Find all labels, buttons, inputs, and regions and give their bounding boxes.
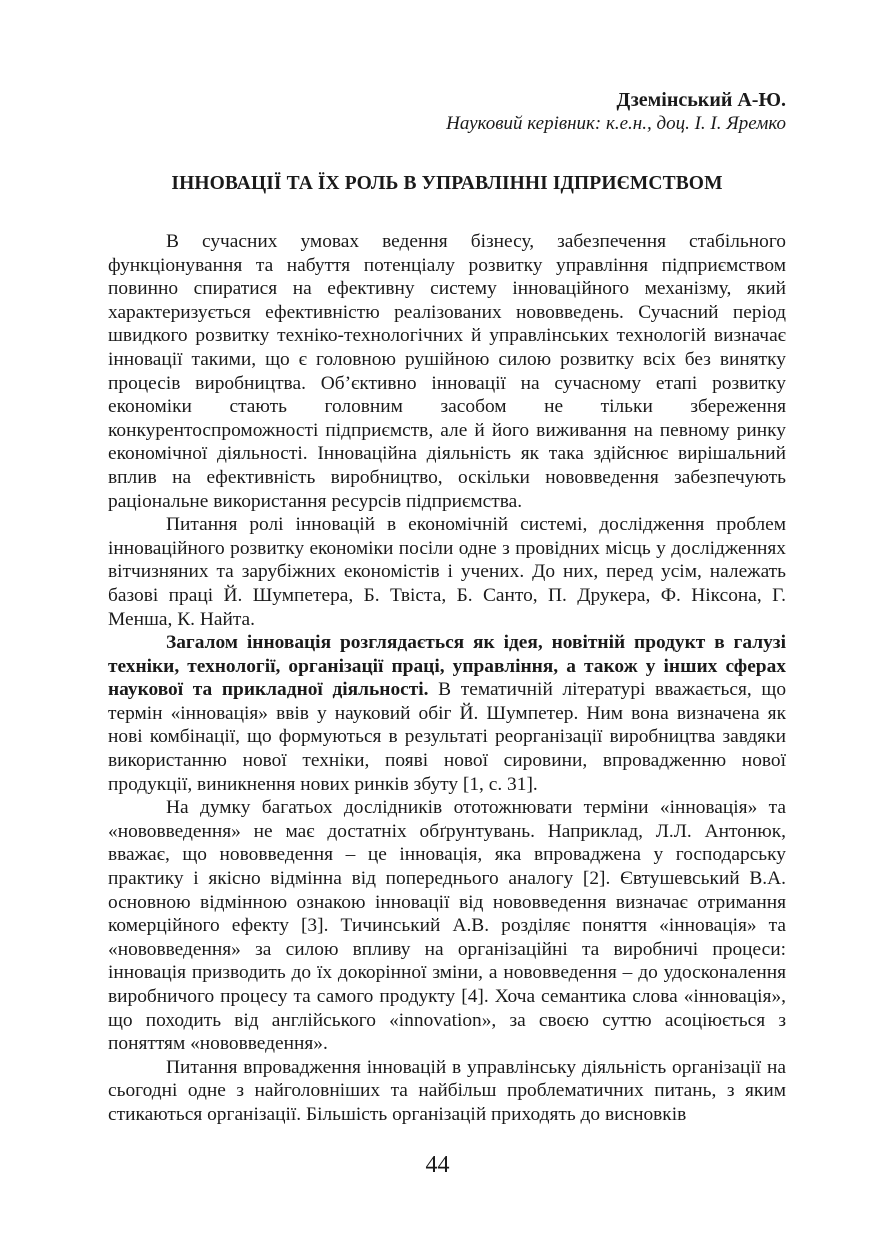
article-title: ІННОВАЦІЇ ТА ЇХ РОЛЬ В УПРАВЛІННІ ІДПРИЄМСТВОМ bbox=[171, 173, 723, 194]
page-number: 44 bbox=[425, 1152, 450, 1178]
paragraph-1: В сучасних умовах ведення бізнесу, забезпечення стабільного функціонування та набуття потенціалу розвитку управління підприємством повинно спиратися на ефективну систему інноваційного механізму, який характеризується ефективністю реалізованих нововведень. Сучасний період швидкого розвитку техніко-технологічних й управлінських технологій визначає інновації такими, що є головною рушійною силою розвитку всіх без винятку процесів виробництва. Об’єктивно інновації на сучасному етапі розвитку економіки стають головним засобом не тільки збереження конкурентоспроможності підприємств, але й його виживання на певному ринку економічної діяльності. Інноваційна діяльність як така здійснює вирішальний вплив на ефективність виробництво, оскільки нововведення забезпечують раціональне використання ресурсів підприємства. bbox=[108, 231, 786, 512]
paragraph-3-bold-definition: Загалом інновація розглядається як ідея, новітній продукт в галузі техніки, технології, організації праці, управління, а також у інших сферах наукової та прикладної діяльності. bbox=[108, 632, 786, 701]
paragraph-3-text: В тематичній літературі вважається, що термін «інновація» ввів у науковий обіг Й. Шумпетер. Ним вона визначена як нові комбінації, що формуються в результаті реорганізації виробництва завдяки використанню нової техніки, появі нової сировини, впровадженню нової продукції, виникнення нових ринків збуту [1, с. 31]. bbox=[108, 679, 787, 795]
paragraph-3 bbox=[108, 631, 786, 796]
paragraph-2: Питання ролі інновацій в економічній системі, дослідження проблем інноваційного розвитку економіки посіли одне з провідних місць у дослідженнях вітчизняних та зарубіжних економістів і учених. До них, перед усім, належать базові праці Й. Шумпетера, Б. Твіста, Б. Санто, П. Друкера, Ф. Ніксона, Г. Менша, К. Найта. bbox=[108, 514, 786, 630]
document-page bbox=[108, 88, 786, 1127]
paragraph-4: На думку багатьох дослідників ототожнювати терміни «інновація» та «нововведення» не має достатніх обґрунтувань. Наприклад, Л.Л. Антонюк, вважає, що нововведення – це інновація, яка впроваджена у господарську практику і якісно відмінна від попереднього аналогу [2]. Євтушевський В.А. основною відмінною ознакою інновації від нововведення визначає отримання комерційного ефекту [3]. Тичинський А.В. розділяє поняття «інновація» та «нововведення» за силою впливу на організаційні та виробничі процеси: інновація призводить до їх докорінної зміни, а нововведення – до удосконалення виробничого процесу та самого продукту [4]. Хоча семантика слова «інновація», що походить від англійського «innovation», за своєю суттю асоціюється з поняттям «нововведення». bbox=[108, 797, 786, 1055]
scientific-advisor: Науковий керівник: к.е.н., доц. І. І. Яремко bbox=[446, 113, 786, 134]
paragraph-5: Питання впровадження інновацій в управлінську діяльність організації на сьогодні одне з найголовніших та найбільш проблематичних питань, з яким стикаються організації. Більшість організацій приходять до висновків bbox=[108, 1056, 786, 1125]
author-name: Дземінський А-Ю. bbox=[616, 89, 786, 111]
